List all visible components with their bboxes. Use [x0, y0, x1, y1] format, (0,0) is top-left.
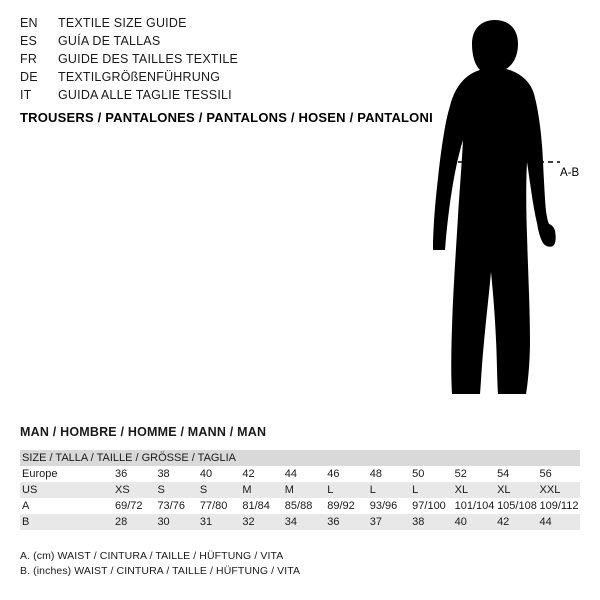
- footnote-a: A. (cm) WAIST / CINTURA / TAILLE / HÜFTUNG / VITA: [20, 550, 284, 562]
- cell: 85/88: [284, 500, 313, 512]
- table-header-row: [20, 450, 580, 466]
- cell: 42: [495, 514, 537, 530]
- category-title: TROUSERS / PANTALONES / PANTALONS / HOSEN / PANTALONI: [20, 110, 433, 125]
- language-text-fr: GUIDE DES TAILLES TEXTILE: [58, 52, 239, 66]
- cell: L: [410, 482, 452, 498]
- cell: 34: [283, 514, 325, 530]
- cell: 40: [453, 514, 495, 530]
- cell: 36: [325, 514, 367, 530]
- language-code-en: EN: [20, 16, 38, 30]
- cell: 69/72: [114, 500, 143, 512]
- man-silhouette-icon: [400, 10, 600, 410]
- language-code-it: IT: [20, 88, 32, 102]
- language-text-de: TEXTILGRÖßENFÜHRUNG: [58, 70, 221, 84]
- language-code-fr: FR: [20, 52, 38, 66]
- cell: XS: [113, 482, 155, 498]
- size-table: [20, 450, 580, 530]
- cell: 48: [369, 468, 382, 480]
- figure-illustration: [400, 10, 600, 410]
- row-label-europe: Europe: [22, 468, 58, 480]
- cell: 73/76: [157, 500, 185, 512]
- cell: 44: [284, 468, 298, 480]
- cell: 42: [242, 468, 255, 480]
- table-row: [20, 498, 580, 514]
- cell: 36: [114, 468, 128, 480]
- language-code-de: DE: [20, 70, 38, 84]
- row-label-a: A: [22, 500, 30, 512]
- table-row: [20, 466, 580, 482]
- man-section-title: MAN / HOMBRE / HOMME / MANN / MAN: [20, 425, 267, 439]
- cell: S: [198, 482, 240, 498]
- cell: 105/108: [497, 500, 537, 512]
- cell: 37: [368, 514, 410, 530]
- footnotes: [20, 549, 300, 579]
- cell: M: [283, 482, 325, 498]
- cell: 38: [157, 468, 170, 480]
- language-row-it: [20, 88, 370, 106]
- language-text-it: GUIDA ALLE TAGLIE TESSILI: [58, 88, 232, 102]
- cell: M: [240, 482, 282, 498]
- cell: 54: [497, 468, 510, 480]
- cell: 50: [412, 468, 425, 480]
- language-row-fr: [20, 52, 370, 70]
- cell: 28: [113, 514, 155, 530]
- cell: 46: [327, 468, 340, 480]
- table-header-label: SIZE / TALLA / TAILLE / GRÖSSE / TAGLIA: [20, 450, 580, 466]
- measure-label-ab: A-B: [560, 167, 580, 179]
- cell: 40: [199, 468, 213, 480]
- language-row-en: [20, 16, 370, 34]
- cell: XXL: [538, 482, 580, 498]
- language-row-es: [20, 34, 370, 52]
- cell: XL: [453, 482, 495, 498]
- language-text-es: GUÍA DE TALLAS: [58, 34, 161, 48]
- cell: 77/80: [199, 500, 228, 512]
- cell: 44: [538, 514, 580, 530]
- footnote-b: B. (inches) WAIST / CINTURA / TAILLE / HÜFTUNG / VITA: [20, 565, 301, 577]
- row-label-us: US: [20, 482, 113, 498]
- row-label-b: B: [20, 514, 113, 530]
- cell: S: [155, 482, 197, 498]
- table-row: [20, 482, 580, 498]
- cell: XL: [495, 482, 537, 498]
- cell: 31: [198, 514, 240, 530]
- cell: 52: [454, 468, 467, 480]
- table-row: [20, 514, 580, 530]
- language-text-en: TEXTILE SIZE GUIDE: [58, 16, 187, 30]
- cell: 101/104: [454, 500, 495, 512]
- cell: L: [325, 482, 367, 498]
- cell: 56: [539, 468, 552, 480]
- language-code-es: ES: [20, 34, 38, 48]
- cell: 109/112: [539, 500, 579, 512]
- cell: 38: [410, 514, 452, 530]
- cell: 93/96: [369, 500, 398, 512]
- cell: L: [368, 482, 410, 498]
- cell: 32: [240, 514, 282, 530]
- cell: 89/92: [327, 500, 355, 512]
- language-row-de: [20, 70, 370, 88]
- cell: 97/100: [412, 500, 446, 512]
- cell: 30: [155, 514, 197, 530]
- cell: 81/84: [242, 500, 270, 512]
- language-list: [20, 16, 370, 106]
